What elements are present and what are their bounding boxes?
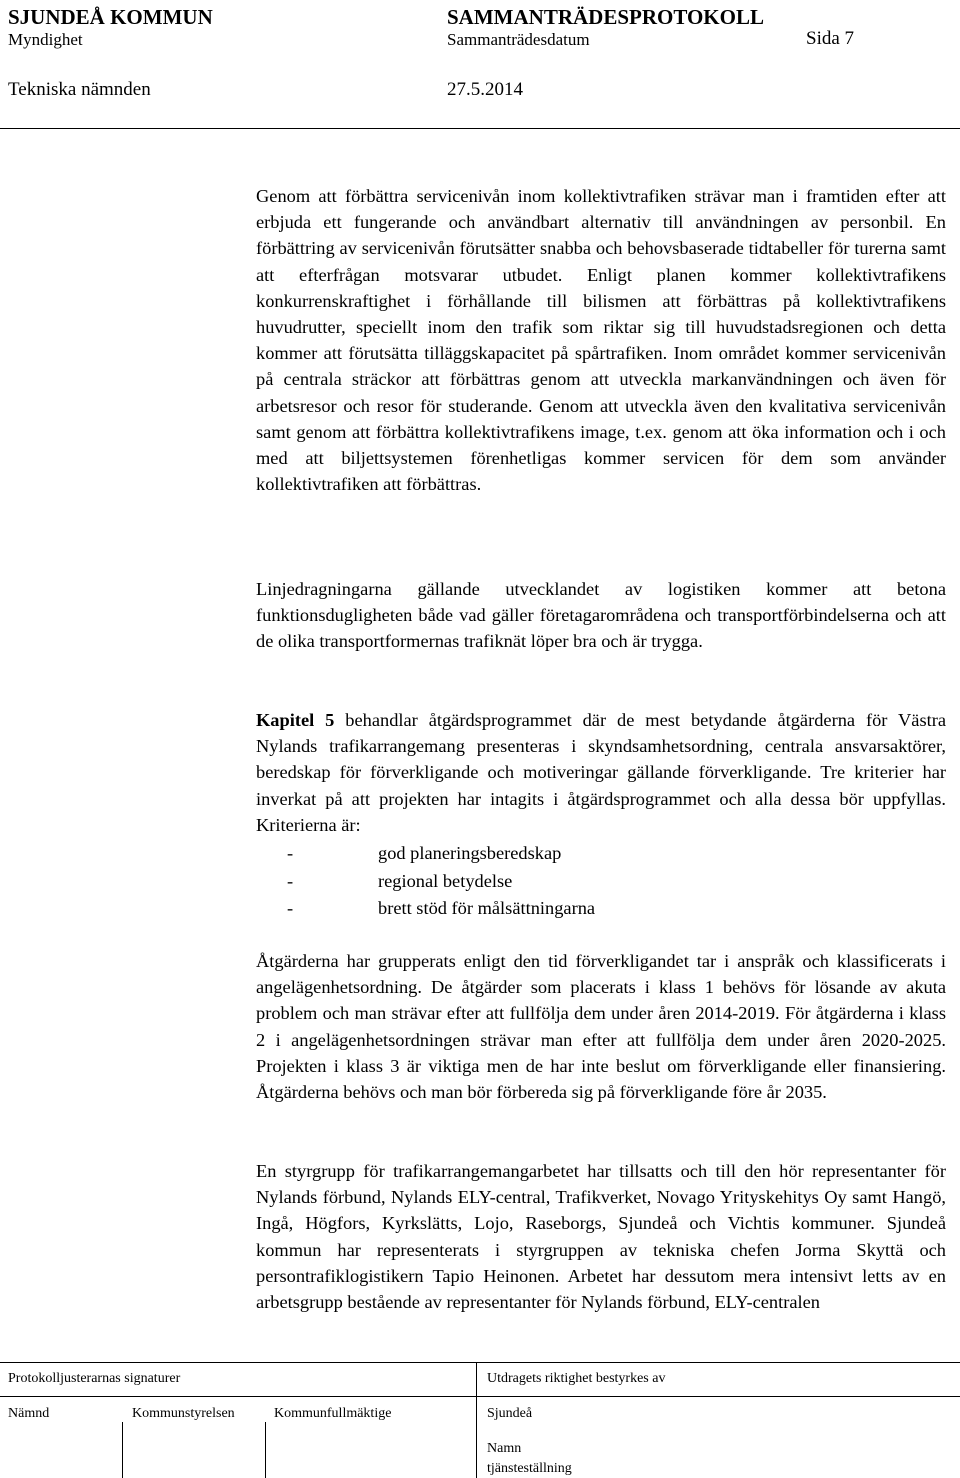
list-dash: - (287, 870, 294, 891)
document-type: SAMMANTRÄDESPROTOKOLL (447, 5, 764, 29)
paragraph-chapter-5 (256, 707, 946, 838)
footer-divider-2 (265, 1422, 266, 1478)
signature-kommunfullmaktige: Kommunfullmäktige (274, 1406, 392, 1421)
chapter-text: behandlar åtgärdsprogrammet där de mest betydande åtgärderna för Västra Nylands trafikarrangemang presenteras i skyndsamhetsordning, centrala ansvarsaktörer, beredskap för förverkligande och motiveringar gällande förverkligande. Tre kriterier har inverkat på att projekten har intagits i åtgärdsprogrammet och alla dessa bör uppfyllas. Kriterierna är: (256, 710, 947, 835)
place-label: Sjundeå (487, 1406, 533, 1421)
footer-divider-1 (122, 1422, 123, 1478)
page-number: Sida 7 (806, 28, 855, 49)
header-rule (0, 128, 960, 129)
paragraph-text: Linjedragningarna gällande utvecklandet av logistiken kommer att betona funktionsdugligheten både vad gäller företagarområdena och transportförbindelserna och att de olika transportformernas trafiknät löper bra och är trygga. (256, 579, 946, 652)
paragraph-priority-classes (256, 948, 946, 1105)
paragraph-text: Åtgärderna har grupperats enligt den tid förverkligandet tar i anspråk och klassificerats i angelägenhetsordning. De åtgärder som placerats i klass 1 behövs för lösande av akuta problem och man strävar efter att fullfölja dem under åren 2014-2019. För åtgärderna i klass 2 i angelägenhetsordningen strävar man efter att fullfölja dem under åren 2020-2025. Projekten i klass 3 är viktiga men de har inte beslut om förverkligande eller finansiering. Åtgärderna behövs och man bör förbereda sig på förverkligande före år 2035. (256, 951, 946, 1103)
signature-kommunstyrelsen: Kommunstyrelsen (132, 1406, 235, 1421)
criteria-text: god planeringsberedskap (378, 843, 562, 863)
footer-rule-middle (0, 1396, 960, 1397)
paragraph-text: En styrgrupp för trafikarrangemangarbetet har tillsatts och till den hör representanter för Nylands förbund, Nylands ELY-central, Trafikverket, Novago Yrityskehitys Oy samt Hangö, Ingå, Högfors, Kyrkslätts, Lojo, Raseborgs, Sjundeå och Vichtis kommuner. Sjundeå kommun har representerats i styrgruppen av tekniska chefen Jorma Skyttä och persontrafiklogistikern Tapio Heinonen. Arbetet har dessutom mera intensivt letts av en arbetsgrupp bestående av representanter för Nylands förbund, ELY-centralen (256, 1161, 946, 1313)
authority-label: Myndighet (8, 30, 83, 49)
chapter-ref: Kapitel 5 (256, 710, 335, 730)
paragraph-steering-group (256, 1158, 946, 1315)
position-label: tjänsteställning (487, 1461, 572, 1476)
paragraph-text (256, 707, 946, 838)
extract-certification-label: Utdragets riktighet bestyrkes av (487, 1371, 666, 1386)
meeting-date: 27.5.2014 (447, 79, 523, 100)
criteria-text: regional betydelse (378, 870, 513, 891)
footer-rule-top (0, 1362, 960, 1363)
meeting-date-label: Sammanträdesdatum (447, 30, 590, 49)
paragraph-public-transport (256, 183, 946, 497)
org-name: SJUNDEÅ KOMMUN (8, 5, 213, 29)
list-dash: - (287, 843, 294, 863)
body-label: Nämnd (8, 1406, 50, 1421)
paragraph-logistics (256, 576, 946, 655)
paragraph-text: Genom att förbättra servicenivån inom kollektivtrafiken strävar man i framtiden efter att erbjuda ett fungerande och användbart alternativ till användningen av personbil. En förbättring av servicenivån förutsätter snabba och behovsbaserade tidtabeller för turerna samt att efterfrågan motsvarar utbudet. Enligt planen kommer kollektivtrafikens konkurrenskraftighet i förhållande till bilismen att förbättras på kollektivtrafikens huvudrutter, speciellt inom den trafik som riktar sig till huvudstadsregionen och detta kommer att förutsätta tilläggskapacitet på spårtrafiken. Inom området kommer servicenivån på centrala sträckor att förbättras genom att utveckla markanvändningen och även för arbetsresor och resor för studerande. Genom att utveckla även den kvalitativa servicenivån samt genom att förbättra kollektivtrafikens image, t.ex. genom att öka information och i och med att biljettsystemen förenhetligas kommer servicen för dem som använder kollektivtrafiken att förbättras. (256, 186, 946, 495)
name-label: Namn (487, 1441, 522, 1456)
signatures-label: Protokolljusterarnas signaturer (8, 1371, 181, 1386)
list-dash: - (287, 898, 294, 919)
authority-name: Tekniska nämnden (8, 79, 151, 100)
criteria-text: brett stöd för målsättningarna (378, 898, 596, 919)
footer-divider-3 (476, 1362, 477, 1478)
